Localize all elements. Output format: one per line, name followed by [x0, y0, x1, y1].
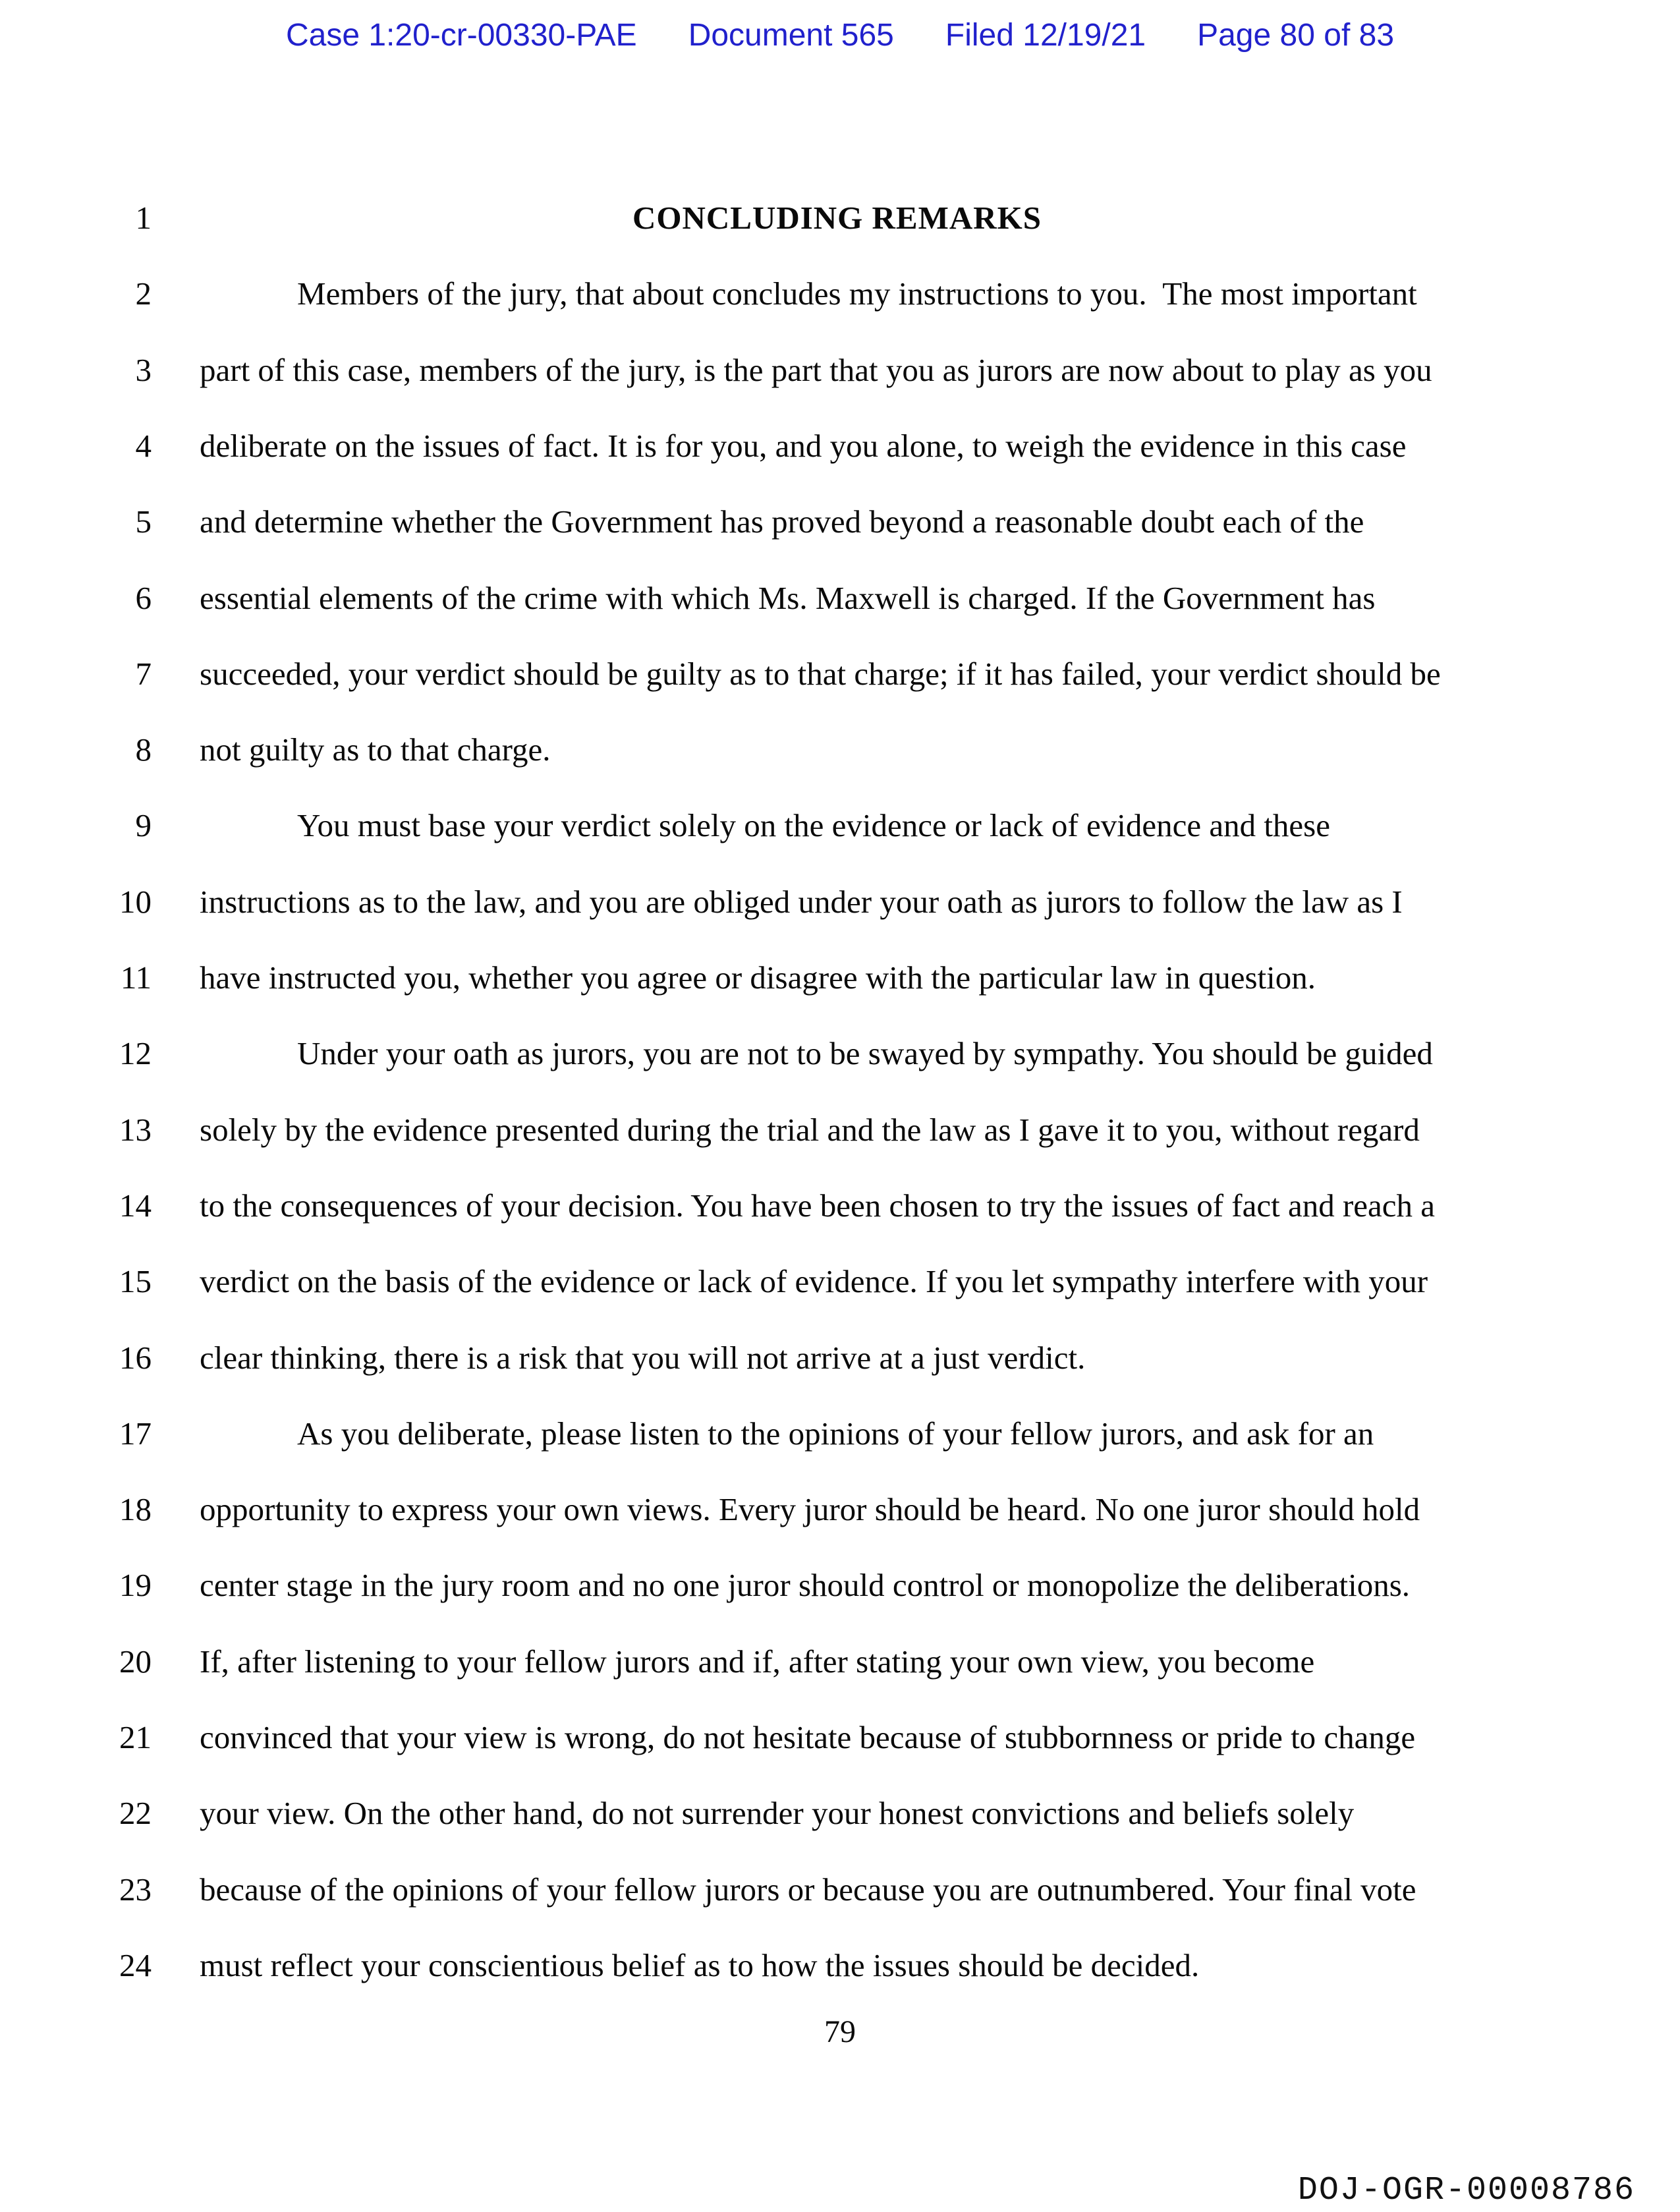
line-number: 20	[119, 1643, 152, 1680]
line-text: your view. On the other hand, do not surrender your honest convictions and beliefs solely	[200, 1795, 1355, 1832]
line-number: 3	[135, 351, 152, 388]
line-text: part of this case, members of the jury, is the part that you as jurors are now about to play as you	[200, 351, 1432, 388]
transcript-line-4	[0, 426, 1680, 467]
line-number: 14	[119, 1187, 152, 1224]
line-text: clear thinking, there is a risk that you will not arrive at a just verdict.	[200, 1339, 1086, 1376]
line-number: 10	[119, 883, 152, 920]
case-header-part-1: Case 1:20-cr-00330-PAE	[285, 18, 637, 53]
line-number: 23	[119, 1871, 152, 1908]
transcript-line-14	[0, 1185, 1680, 1226]
line-text: and determine whether the Government has proved beyond a reasonable doubt each of the	[200, 503, 1364, 540]
line-text: Members of the jury, that about concludes my instructions to you. The most important	[297, 275, 1417, 312]
transcript-line-6	[0, 578, 1680, 619]
transcript-line-21	[0, 1717, 1680, 1758]
line-number: 11	[120, 959, 152, 996]
line-number: 22	[119, 1795, 152, 1832]
line-text: As you deliberate, please listen to the opinions of your fellow jurors, and ask for an	[297, 1415, 1374, 1452]
transcript-line-9	[0, 805, 1680, 846]
line-number: 6	[135, 579, 152, 616]
transcript-line-24	[0, 1945, 1680, 1986]
line-text: essential elements of the crime with which Ms. Maxwell is charged. If the Government has	[200, 579, 1376, 616]
line-text: because of the opinions of your fellow jurors or because you are outnumbered. Your final vote	[200, 1871, 1416, 1908]
line-number: 21	[119, 1719, 152, 1755]
bates-number: DOJ-OGR-00008786	[1297, 2172, 1635, 2209]
transcript-line-7	[0, 654, 1680, 695]
line-text: instructions as to the law, and you are obliged under your oath as jurors to follow the law as I	[200, 883, 1403, 920]
line-number: 24	[119, 1946, 152, 1983]
transcript-line-18	[0, 1489, 1680, 1530]
line-text: have instructed you, whether you agree or disagree with the particular law in question.	[200, 959, 1316, 996]
page-number: 79	[824, 2014, 856, 2049]
line-text: to the consequences of your decision. You have been chosen to try the issues of fact and reach a	[200, 1187, 1436, 1224]
line-number: 12	[119, 1035, 152, 1072]
line-text: opportunity to express your own views. Every juror should be heard. No one juror should hold	[200, 1491, 1420, 1528]
section-title: CONCLUDING REMARKS	[632, 200, 1042, 236]
line-text: not guilty as to that charge.	[200, 731, 551, 768]
line-text: verdict on the basis of the evidence or lack of evidence. If you let sympathy interfere with your	[200, 1263, 1428, 1300]
case-filing-header	[0, 17, 1680, 53]
transcript-line-13	[0, 1110, 1680, 1150]
transcript-line-3	[0, 350, 1680, 391]
case-header-part-3: Filed 12/19/21	[945, 18, 1146, 53]
line-number: 16	[119, 1339, 152, 1376]
line-text: solely by the evidence presented during the trial and the law as I gave it to you, without regard	[200, 1111, 1420, 1148]
line-number: 18	[119, 1491, 152, 1528]
line-text: Under your oath as jurors, you are not to be swayed by sympathy. You should be guided	[297, 1035, 1433, 1072]
transcript-line-22	[0, 1793, 1680, 1834]
transcript-line-17	[0, 1413, 1680, 1454]
transcript-line-16	[0, 1338, 1680, 1378]
transcript-line-11	[0, 957, 1680, 998]
line-number: 15	[119, 1263, 152, 1300]
transcript-line-12	[0, 1033, 1680, 1074]
line-number: 8	[135, 731, 152, 768]
line-number: 1	[135, 200, 152, 236]
line-number: 13	[119, 1111, 152, 1148]
line-number: 19	[119, 1567, 152, 1604]
transcript-line-19	[0, 1565, 1680, 1606]
line-text: center stage in the jury room and no one juror should control or monopolize the deliberations.	[200, 1567, 1411, 1604]
case-header-part-2: Document 565	[688, 18, 894, 53]
line-number: 2	[135, 275, 152, 312]
line-number: 4	[135, 427, 152, 464]
case-header-part-4: Page 80 of 83	[1197, 18, 1395, 53]
transcript-line-8	[0, 729, 1680, 770]
transcript-line-10	[0, 882, 1680, 922]
line-text: must reflect your conscientious belief as to how the issues should be decided.	[200, 1946, 1200, 1983]
line-text: You must base your verdict solely on the evidence or lack of evidence and these	[297, 807, 1330, 844]
line-text: If, after listening to your fellow jurors and if, after stating your own view, you become	[200, 1643, 1315, 1680]
line-number: 9	[135, 807, 152, 844]
transcript-line-1	[0, 198, 1680, 239]
line-text: succeeded, your verdict should be guilty as to that charge; if it has failed, your verdict should be	[200, 655, 1441, 692]
transcript-line-5	[0, 501, 1680, 542]
line-text: deliberate on the issues of fact. It is for you, and you alone, to weigh the evidence in this case	[200, 427, 1407, 464]
transcript-line-15	[0, 1261, 1680, 1302]
line-number: 7	[135, 655, 152, 692]
line-number: 17	[119, 1415, 152, 1452]
transcript-line-2	[0, 273, 1680, 314]
transcript-line-20	[0, 1641, 1680, 1682]
transcript-line-23	[0, 1869, 1680, 1910]
line-text: convinced that your view is wrong, do not hesitate because of stubbornness or pride to change	[200, 1719, 1416, 1755]
line-number: 5	[135, 503, 152, 540]
